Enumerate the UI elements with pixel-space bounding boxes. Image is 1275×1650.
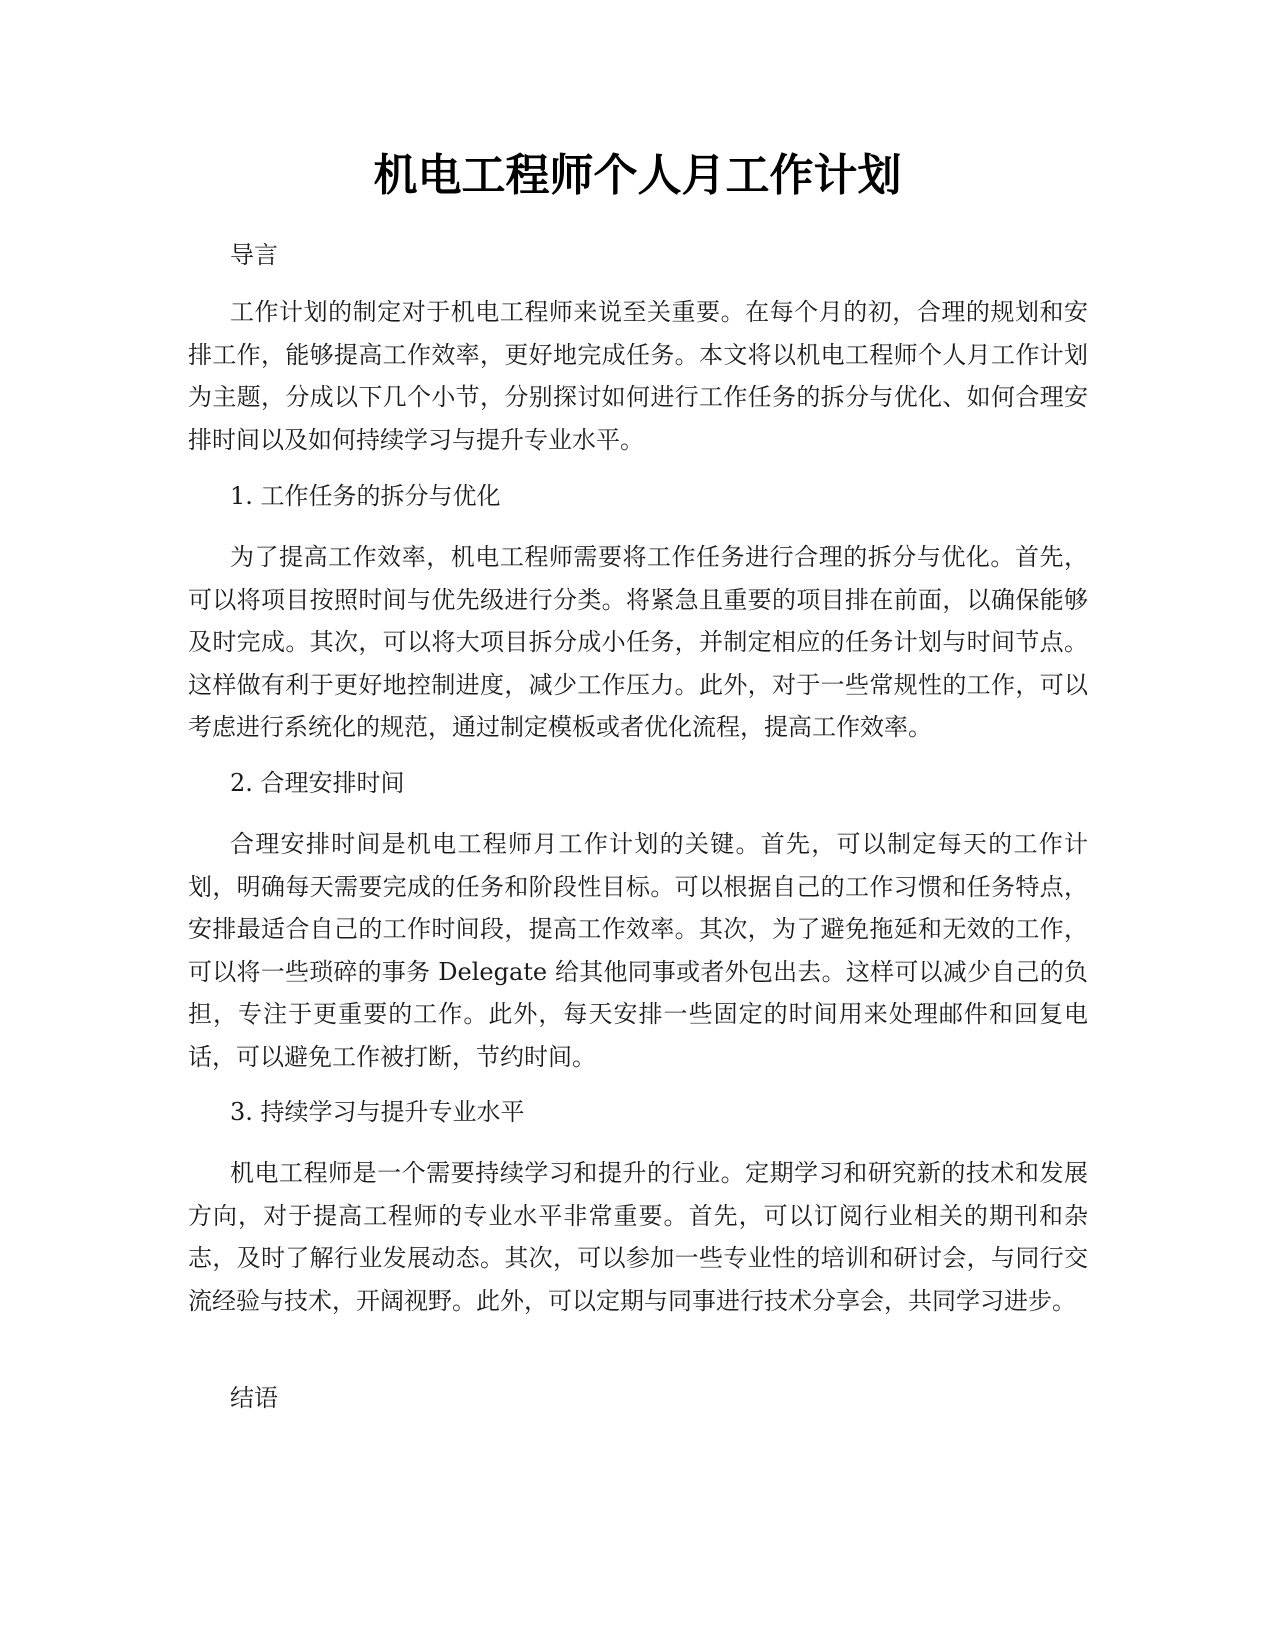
section-2-heading: 2. 合理安排时间 (230, 769, 405, 797)
section-2-paragraph: 合理安排时间是机电工程师月工作计划的关键。首先，可以制定每天的工作计划，明确每天需要完成的任务和阶段性目标。可以根据自己的工作习惯和任务特点，安排最适合自己的工作时间段，提高工作效率。其次，为了避免拖延和无效的工作，可以将一些琐碎的事务 Delegate 给其他同事或者外包出去。这样可以减少自己的负担，专注于更重要的工作。此外，每天安排一些固定的时间用来处理邮件和回复电话，可以避免工作被打断，节约时间。 (188, 830, 1088, 1071)
intro-heading: 导言 (230, 241, 278, 269)
document-title: 机电工程师个人月工作计划 (373, 150, 902, 201)
intro-paragraph: 工作计划的制定对于机电工程师来说至关重要。在每个月的初，合理的规划和安排工作，能够提高工作效率，更好地完成任务。本文将以机电工程师个人月工作计划为主题，分成以下几个小节，分别探讨如何进行工作任务的拆分与优化、如何合理安排时间以及如何持续学习与提升专业水平。 (188, 298, 1088, 454)
section-3-paragraph: 机电工程师是一个需要持续学习和提升的行业。定期学习和研究新的技术和发展方向，对于提高工程师的专业水平非常重要。首先，可以订阅行业相关的期刊和杂志，及时了解行业发展动态。其次，可以参加一些专业性的培训和研讨会，与同行交流经验与技术，开阔视野。此外，可以定期与同事进行技术分享会，共同学习进步。 (188, 1159, 1088, 1315)
section-1-paragraph: 为了提高工作效率，机电工程师需要将工作任务进行合理的拆分与优化。首先，可以将项目按照时间与优先级进行分类。将紧急且重要的项目排在前面，以确保能够及时完成。其次，可以将大项目拆分成小任务，并制定相应的任务计划与时间节点。这样做有利于更好地控制进度，减少工作压力。此外，对于一些常规性的工作，可以考虑进行系统化的规范，通过制定模板或者优化流程，提高工作效率。 (188, 543, 1088, 741)
conclusion-heading: 结语 (230, 1384, 278, 1412)
section-3-heading: 3. 持续学习与提升专业水平 (230, 1098, 525, 1126)
section-1-heading: 1. 工作任务的拆分与优化 (230, 482, 501, 510)
